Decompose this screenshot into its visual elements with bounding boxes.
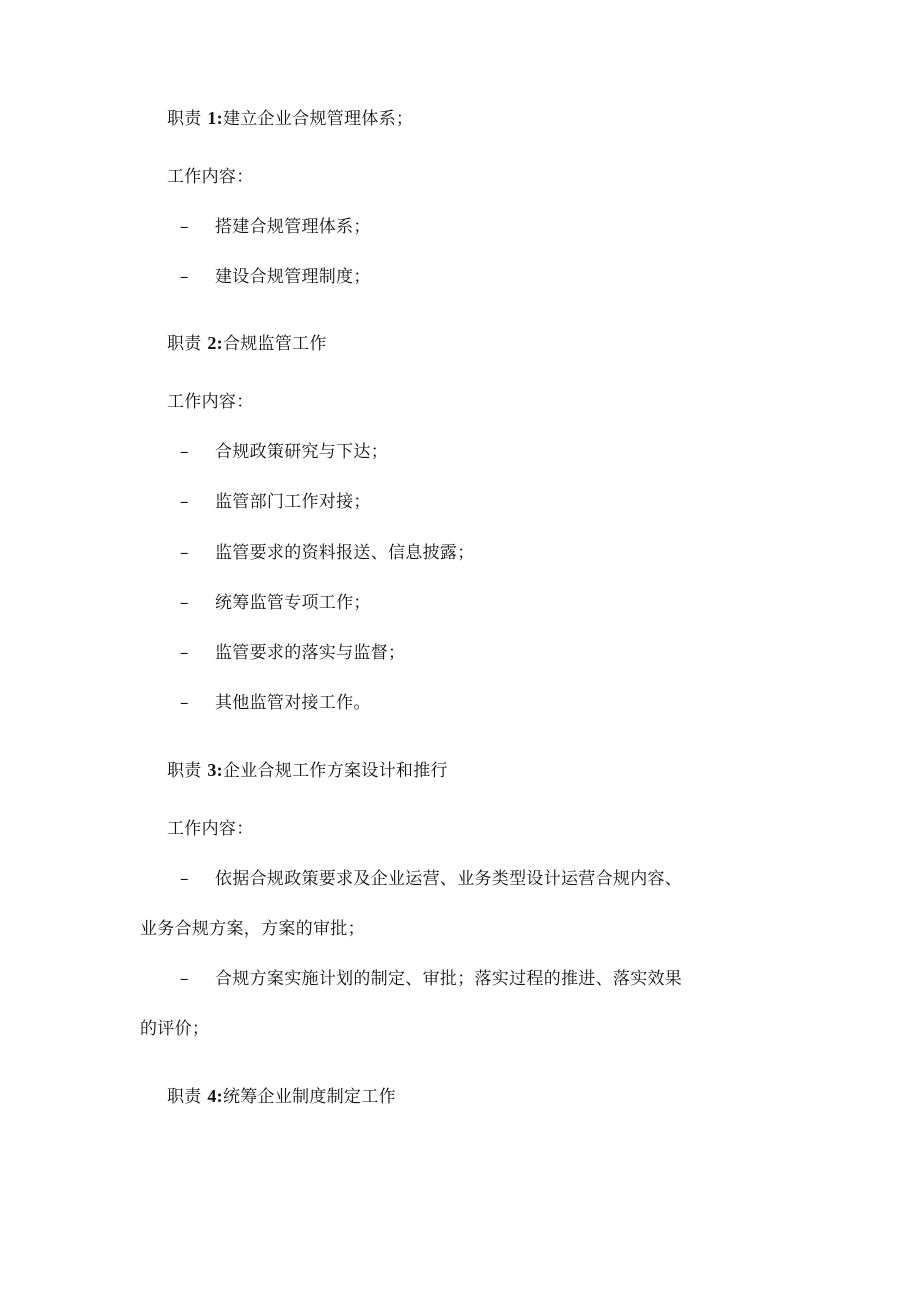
duty-title: 建立企业合规管理体系；: [222, 109, 414, 129]
work-content-label: 工作内容：: [167, 167, 254, 187]
dash-marker: –: [180, 267, 189, 287]
dash-marker: –: [180, 442, 189, 462]
work-item-continuation: 业务合规方案，方案的审批；: [140, 919, 365, 939]
duty-prefix: 职责: [167, 1087, 202, 1107]
dash-marker: –: [180, 969, 189, 989]
duty-number: 2:: [207, 333, 223, 353]
work-item: 监管要求的资料报送、信息披露；: [215, 543, 475, 563]
duty-2-heading: [167, 332, 327, 355]
dash-marker: –: [180, 217, 189, 237]
dash-marker: –: [180, 543, 189, 563]
dash-marker: –: [180, 693, 189, 713]
work-item: 监管要求的落实与监督；: [215, 643, 406, 663]
work-item-continuation: 的评价；: [140, 1019, 210, 1039]
duty-prefix: 职责: [167, 334, 202, 354]
dash-marker: –: [180, 492, 189, 512]
duty-1-heading: [167, 107, 413, 130]
work-item: 合规政策研究与下达；: [215, 442, 388, 462]
dash-marker: –: [180, 643, 189, 663]
duty-title: 企业合规工作方案设计和推行: [222, 761, 448, 781]
work-item-first-line: 合规方案实施计划的制定、审批；落实过程的推进、落实效果: [215, 969, 683, 989]
dash-marker: –: [180, 593, 189, 613]
duty-prefix: 职责: [167, 109, 202, 129]
duty-3-heading: [167, 759, 448, 782]
work-item-first-line: 依据合规政策要求及企业运营、业务类型设计运营合规内容、: [215, 869, 683, 889]
work-item: 监管部门工作对接；: [215, 492, 371, 512]
duty-number: 3:: [207, 760, 223, 780]
duty-4-heading: [167, 1085, 396, 1108]
work-item: 统筹监管专项工作；: [215, 593, 371, 613]
duty-prefix: 职责: [167, 761, 202, 781]
work-content-label: 工作内容：: [167, 392, 254, 412]
work-item: 建设合规管理制度；: [215, 267, 371, 287]
work-item: 搭建合规管理体系；: [215, 217, 371, 237]
work-content-label: 工作内容：: [167, 819, 254, 839]
duty-title: 统筹企业制度制定工作: [222, 1087, 396, 1107]
duty-number: 4:: [207, 1086, 223, 1106]
dash-marker: –: [180, 869, 189, 889]
work-item: 其他监管对接工作。: [215, 693, 371, 713]
duty-title: 合规监管工作: [222, 334, 327, 354]
duty-number: 1:: [207, 108, 223, 128]
